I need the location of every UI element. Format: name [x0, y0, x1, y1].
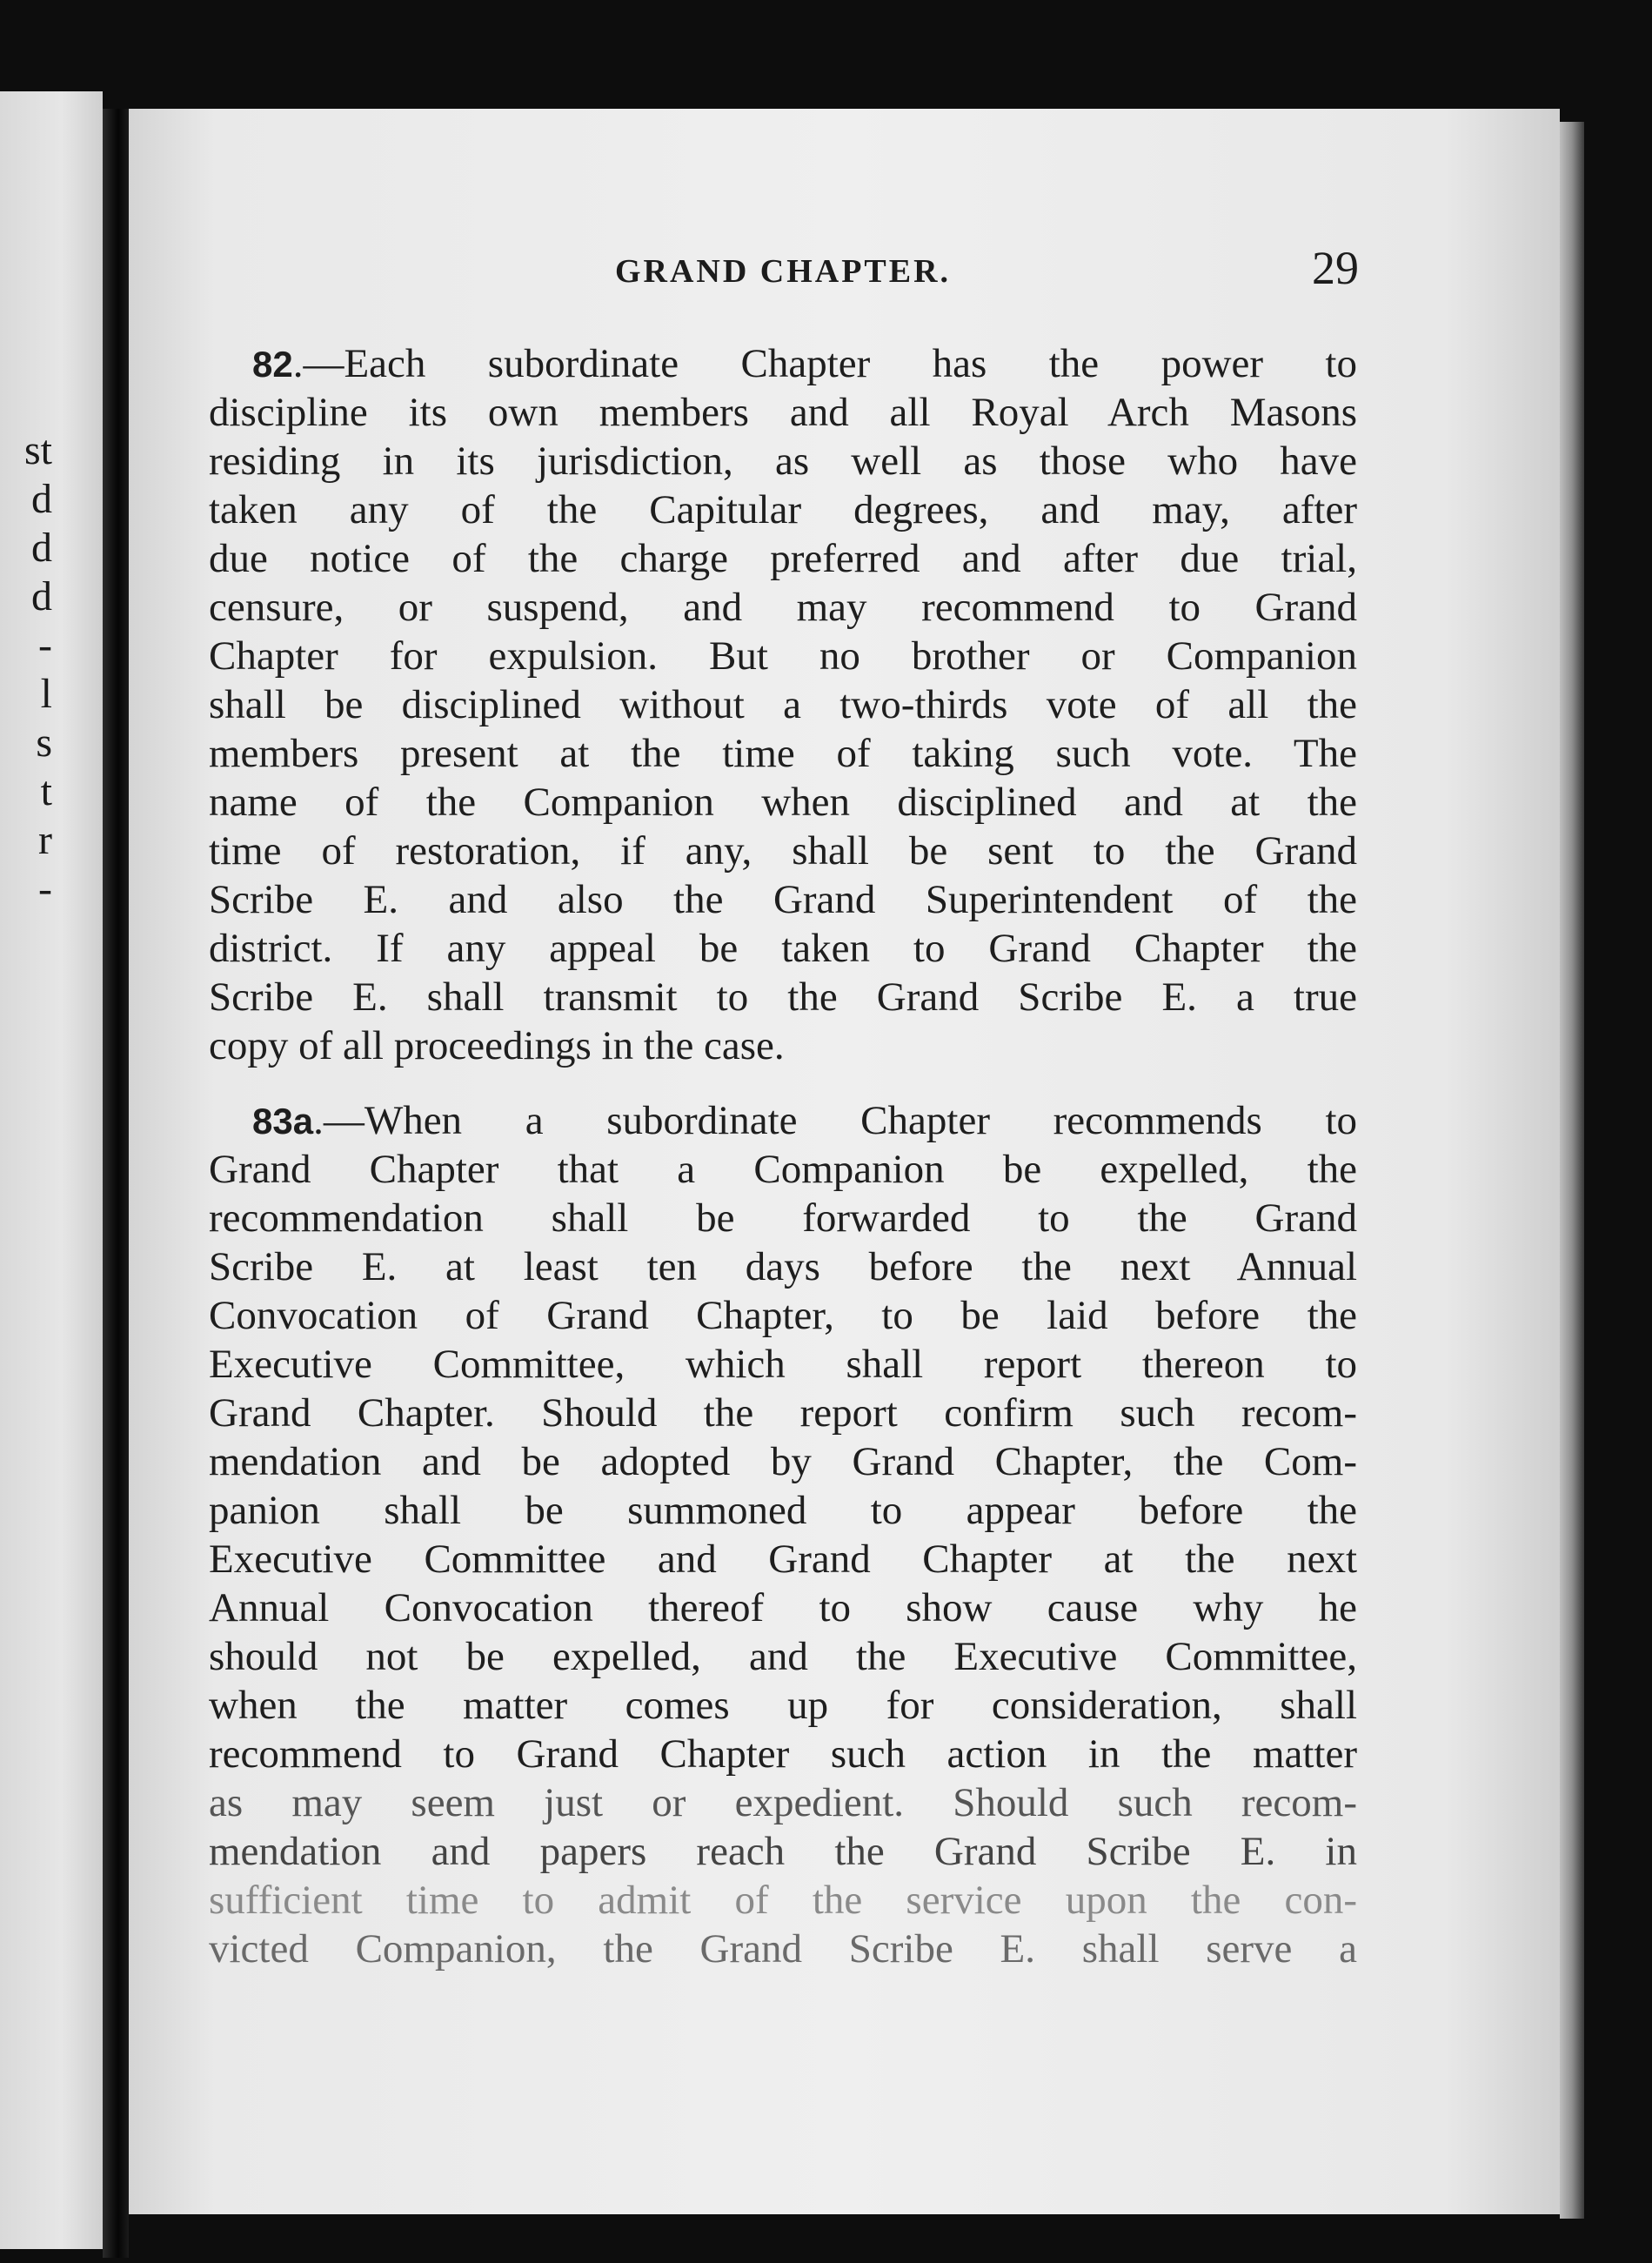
- section-83a: [209, 1096, 1357, 1973]
- text-line: Executive Committee and Grand Chapter at the next: [209, 1537, 1357, 1582]
- text-line: Grand Chapter that a Companion be expelled, the: [209, 1147, 1357, 1192]
- text-line: recommendation shall be forwarded to the Grand: [209, 1195, 1357, 1241]
- left-page-text-fragments: [0, 426, 52, 914]
- left-page-edge: [0, 91, 103, 2249]
- running-title: GRAND CHAPTER.: [614, 253, 952, 290]
- text-line: name of the Companion when disciplined and at the: [209, 780, 1357, 825]
- text-line: residing in its jurisdiction, as well as those who have: [209, 439, 1357, 484]
- page-number: 29: [1312, 242, 1359, 294]
- left-fragment: t: [40, 768, 52, 814]
- left-fragment: d: [31, 573, 52, 619]
- text-line: censure, or suspend, and may recommend to Grand: [209, 585, 1357, 630]
- left-fragment: d: [31, 476, 52, 522]
- text-line: Scribe E. at least ten days before the next Annual: [209, 1244, 1357, 1289]
- text-line: discipline its own members and all Royal Arch Masons: [209, 390, 1357, 435]
- section-number: 83a: [252, 1101, 314, 1142]
- text-line: should not be expelled, and the Executive Committee,: [209, 1634, 1357, 1679]
- text-line: sufficient time to admit of the service upon the con-: [209, 1878, 1357, 1923]
- text-line: members present at the time of taking such vote. The: [209, 731, 1357, 776]
- left-fragment: st: [23, 427, 52, 473]
- page-header: [209, 242, 1359, 298]
- text-line: Annual Convocation thereof to show cause why he: [209, 1585, 1357, 1630]
- section-82: [209, 339, 1357, 1070]
- page-edge-shadow: [1560, 122, 1584, 2219]
- text-line: copy of all proceedings in the case.: [209, 1023, 785, 1068]
- text-line: Executive Committee, which shall report thereon to: [209, 1342, 1357, 1387]
- section-number: 82: [252, 344, 293, 385]
- text-line: shall be disciplined without a two-thirds vote of all the: [209, 682, 1357, 727]
- text-line: district. If any appeal be taken to Grand Chapter the: [209, 926, 1357, 971]
- text-line: Scribe E. and also the Grand Superintendent of the: [209, 877, 1357, 922]
- text-line: Grand Chapter. Should the report confirm such recom-: [209, 1390, 1357, 1436]
- book-gutter: [103, 109, 129, 2258]
- text-line: mendation and be adopted by Grand Chapter, the Com-: [209, 1439, 1357, 1484]
- text-line: panion shall be summoned to appear before the: [209, 1488, 1357, 1533]
- text-line: recommend to Grand Chapter such action in the matter: [209, 1731, 1357, 1777]
- text-line: Convocation of Grand Chapter, to be laid before the: [209, 1293, 1357, 1338]
- left-fragment: -: [38, 622, 52, 668]
- text-line: Scribe E. shall transmit to the Grand Scribe E. a true: [209, 974, 1357, 1020]
- text-line: taken any of the Capitular degrees, and may, after: [209, 487, 1357, 532]
- text-line: due notice of the charge preferred and after due trial,: [209, 536, 1357, 581]
- left-fragment: r: [38, 817, 52, 863]
- text-line: when the matter comes up for consideration, shall: [209, 1683, 1357, 1728]
- text-line: Chapter for expulsion. But no brother or Companion: [209, 633, 1357, 679]
- text-line: mendation and papers reach the Grand Scribe E. in: [209, 1829, 1357, 1874]
- left-fragment: d: [31, 525, 52, 571]
- text-line: as may seem just or expedient. Should such recom-: [209, 1780, 1357, 1825]
- left-fragment: s: [36, 720, 52, 766]
- text-line: 82.—Each subordinate Chapter has the power to: [252, 341, 1357, 386]
- text-line: 83a.—When a subordinate Chapter recommends to: [252, 1098, 1357, 1143]
- left-fragment: -: [38, 866, 52, 912]
- text-line: time of restoration, if any, shall be sent to the Grand: [209, 828, 1357, 874]
- left-fragment: l: [40, 671, 52, 717]
- text-line: victed Companion, the Grand Scribe E. shall serve a: [209, 1926, 1357, 1972]
